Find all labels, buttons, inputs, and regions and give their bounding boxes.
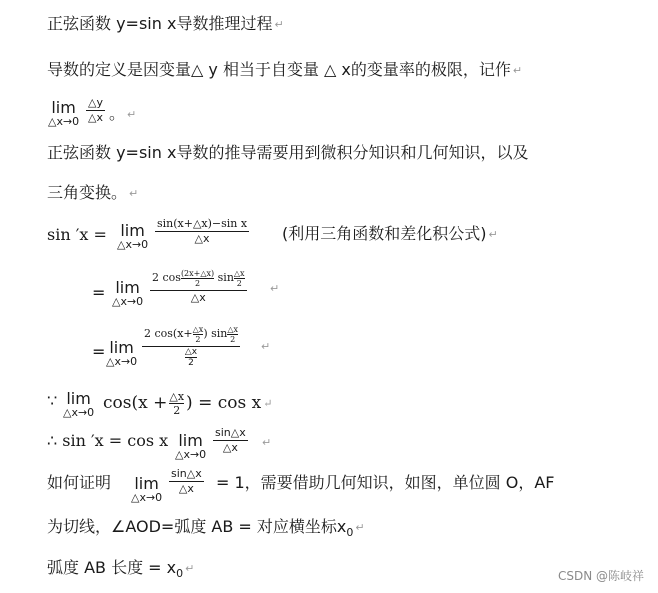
- eq1-lhs: sin ′x =: [47, 225, 107, 244]
- paragraph-mark: ↵: [185, 561, 195, 575]
- fraction-numerator: △y: [88, 96, 103, 109]
- eq4-body: [103, 390, 272, 417]
- derivation-paragraph-line2: [47, 183, 138, 204]
- definition-paragraph: [47, 60, 522, 81]
- eq1-limit: [117, 223, 148, 251]
- fraction-numerator: sin△x: [215, 426, 246, 439]
- proof-intro: 如何证明: [47, 473, 112, 492]
- lim-word: lim: [120, 221, 145, 240]
- fraction-denominator: △x: [88, 111, 103, 124]
- definition-end: [109, 104, 136, 125]
- arc-length-paragraph: [47, 558, 194, 584]
- fraction-denominator: [142, 347, 240, 368]
- lim-subscript: △x→0: [106, 355, 138, 368]
- fraction-denominator: △x: [178, 482, 194, 495]
- subscript-zero: 0: [346, 526, 354, 540]
- derivation-text-b: 三角变换。: [47, 183, 128, 202]
- fraction-denominator: △x: [194, 232, 210, 245]
- arg-denominator: 2: [195, 334, 201, 344]
- fraction-numerator: [142, 322, 240, 347]
- title-text: 正弦函数 y=sin x导数推理过程: [47, 14, 273, 33]
- eq5-limit: [175, 433, 206, 461]
- arc-length-text: 弧度 AB 长度 = x: [47, 558, 177, 577]
- half-dx: [169, 390, 184, 417]
- derivation-paragraph-line1: [47, 143, 528, 163]
- sin-term: sin: [217, 271, 234, 284]
- arg-denominator: 2: [188, 358, 194, 368]
- eq1-note: [282, 224, 498, 245]
- arg-numerator: △x: [192, 324, 204, 334]
- proof-text: = 1，需要借助几何知识，如图，单位圆 O，AF: [216, 473, 555, 492]
- arg-denominator: 2: [236, 278, 242, 288]
- dy-dx-fraction: [86, 96, 105, 125]
- doc-title: [47, 14, 284, 35]
- lim-subscript: △x→0: [63, 406, 95, 419]
- eq5-lhs: [47, 431, 168, 451]
- sin-term: ) sin: [203, 327, 228, 340]
- cos-term: 2 cos(x+: [144, 327, 193, 340]
- arg-denominator: 2: [230, 334, 236, 344]
- arg-numerator: △x: [184, 347, 198, 357]
- eq5-end: [260, 432, 271, 453]
- arg-numerator: △x: [169, 390, 185, 403]
- fraction-numerator: sin△x: [171, 467, 202, 480]
- arg-numerator: △x: [227, 324, 239, 334]
- arg-numerator: (2x+△x): [180, 268, 215, 278]
- eq3-limit: [106, 340, 137, 368]
- eq3-end: [259, 336, 270, 357]
- tangent-text: 为切线，∠AOD=弧度 AB = 对应横坐标x: [47, 517, 347, 536]
- paragraph-mark: ↵: [261, 339, 271, 353]
- arg-denominator: 2: [195, 278, 201, 288]
- eq4-limit: [63, 391, 94, 419]
- cos-result: ) = cos x: [186, 393, 262, 413]
- lim-word: lim: [109, 338, 134, 357]
- paragraph-mark: ↵: [274, 17, 284, 31]
- lim-word: lim: [51, 98, 76, 117]
- lim-word: lim: [178, 431, 203, 450]
- lim-subscript: △x→0: [48, 115, 80, 128]
- half-dx: [185, 347, 197, 368]
- lim-subscript: △x→0: [112, 295, 144, 308]
- eq3-equals: =: [92, 342, 106, 361]
- lim-subscript: △x→0: [117, 238, 149, 251]
- fraction-numerator: [150, 266, 247, 291]
- paragraph-mark: ↵: [129, 186, 139, 200]
- lim-word: lim: [115, 278, 140, 297]
- because-symbol: ∵: [47, 391, 58, 410]
- paragraph-mark: ↵: [512, 63, 523, 77]
- eq1-fraction: [155, 217, 249, 246]
- csdn-watermark: CSDN @陈岐祥: [557, 569, 644, 583]
- lim-word: lim: [66, 389, 91, 408]
- p3-limit: [131, 476, 162, 504]
- eq2-limit: [112, 280, 143, 308]
- subscript-zero: 0: [176, 567, 184, 581]
- cos-expression: cos(x +: [103, 393, 168, 413]
- eq5-expression: sin ′x = cos x: [62, 431, 169, 450]
- lim-subscript: △x→0: [175, 448, 207, 461]
- p3-fraction: [169, 467, 204, 496]
- therefore-symbol: ∴: [47, 431, 58, 450]
- formula-note: (利用三角函数和差化积公式): [282, 224, 487, 243]
- eq5-fraction: [213, 426, 248, 455]
- eq3-fraction: [142, 322, 240, 368]
- cos-argument: [181, 269, 214, 288]
- tangent-paragraph: [47, 517, 365, 543]
- fraction-denominator: △x: [222, 441, 238, 454]
- lim-subscript: △x→0: [131, 491, 163, 504]
- half-dx: [193, 325, 204, 344]
- sin-argument: [234, 269, 245, 288]
- cos-term: 2 cos: [152, 271, 181, 284]
- definition-text: 导数的定义是因变量△ y 相当于自变量 △ x的变量率的极限，记作: [47, 60, 511, 79]
- fraction-numerator: sin(x+△x)−sin x: [157, 217, 248, 230]
- lim-word: lim: [134, 474, 159, 493]
- limit-operator: [48, 100, 79, 128]
- paragraph-mark: ↵: [355, 520, 365, 534]
- fraction-denominator: △x: [190, 291, 206, 304]
- arg-numerator: △x: [233, 268, 245, 278]
- derivation-text-a: 正弦函数 y=sin x导数的推导需要用到微积分知识和几何知识，以及: [47, 143, 529, 162]
- half-dx: [227, 325, 238, 344]
- paragraph-mark: ↵: [127, 107, 137, 121]
- paragraph-mark: ↵: [270, 281, 280, 295]
- arg-denominator: 2: [173, 404, 181, 417]
- paragraph-mark: ↵: [263, 396, 273, 410]
- eq2-fraction: [150, 266, 247, 305]
- paragraph-mark: ↵: [488, 227, 498, 241]
- period: 。: [109, 104, 126, 123]
- paragraph-mark: ↵: [262, 435, 272, 449]
- eq2-equals: =: [92, 283, 106, 302]
- eq2-end: [268, 278, 279, 299]
